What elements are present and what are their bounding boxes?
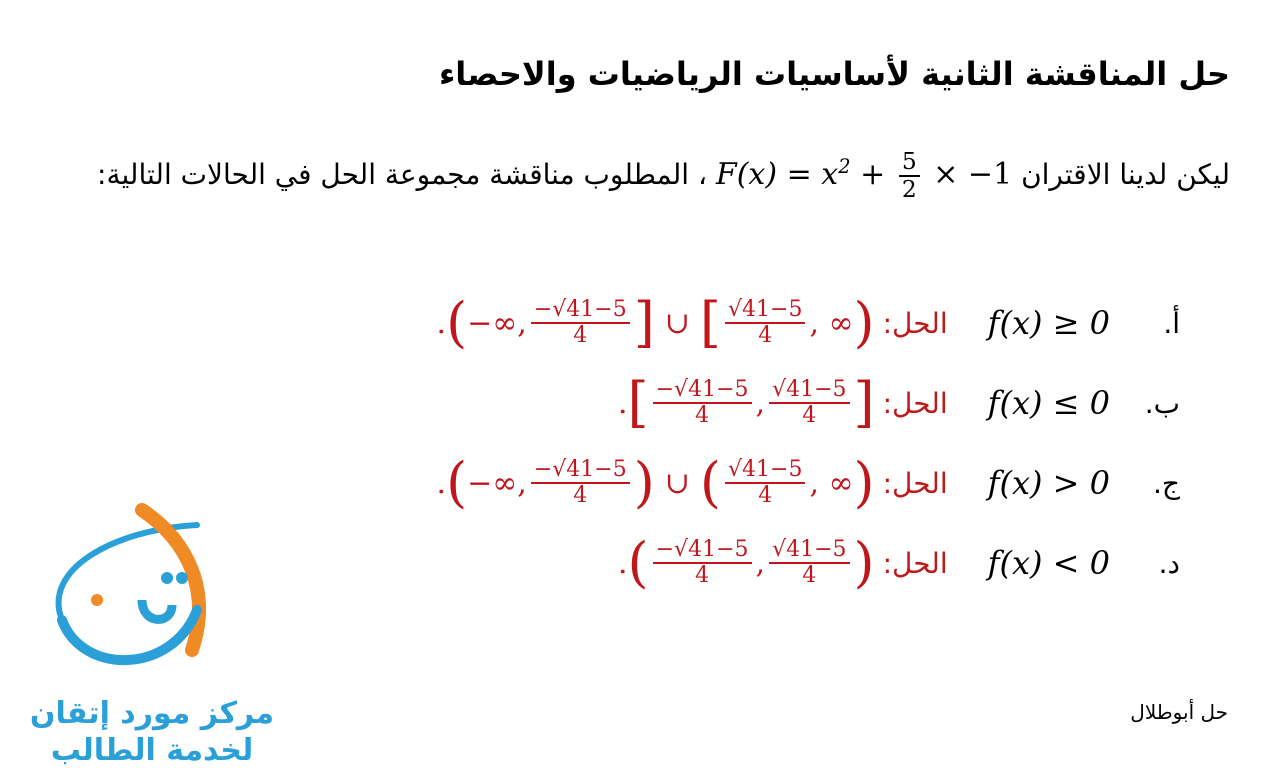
logo-text-line2: لخدمة الطالب [50, 733, 254, 768]
function-definition [716, 138, 1012, 204]
open-paren: ( [446, 291, 468, 354]
neg-root-fraction [653, 538, 752, 588]
solution-set [436, 291, 875, 354]
case-condition: f(x) < 0 [987, 544, 1110, 582]
logo-text-line1: مركز مورد إتقان [29, 696, 275, 731]
frac-numerator: √41−5 [725, 458, 805, 484]
case-label: د. [1158, 546, 1180, 580]
case-row-c [437, 443, 1180, 523]
close-paren: ) [633, 451, 655, 514]
open-paren: ( [699, 451, 721, 514]
frac-denominator: 4 [695, 403, 710, 428]
case-row-b [618, 363, 1180, 443]
solution-label: الحل: [882, 386, 948, 420]
logo-mark-icon [22, 500, 282, 690]
open-paren: ( [627, 531, 649, 594]
frac-numerator: −√41−5 [531, 458, 630, 484]
frac-denominator: 4 [573, 323, 588, 348]
close-paren: ) [853, 451, 875, 514]
pos-root-fraction [769, 378, 849, 428]
neg-root-fraction [531, 298, 630, 348]
comma: , [755, 545, 766, 581]
function-plus: + [850, 157, 895, 192]
close-paren: ) [853, 531, 875, 594]
case-row-d [618, 523, 1180, 603]
pos-infinity: , ∞ [809, 305, 854, 341]
intro-after: ، المطلوب مناقشة مجموعة الحل في الحالات التالية: [97, 158, 707, 191]
frac-numerator: −√41−5 [653, 538, 752, 564]
case-label: أ. [1163, 306, 1180, 340]
solution-set [618, 531, 875, 594]
function-tail: × −1 [923, 157, 1013, 192]
author-signature: حل أبوطلال [1130, 700, 1228, 724]
case-label: ب. [1144, 386, 1180, 420]
function-fraction [899, 149, 920, 202]
pos-infinity: , ∞ [809, 465, 854, 501]
intro-before: ليكن لدينا الاقتران [1021, 158, 1230, 191]
period: . [618, 545, 628, 581]
frac-numerator: −√41−5 [653, 378, 752, 404]
frac-denominator: 4 [802, 563, 817, 588]
frac-denominator: 4 [802, 403, 817, 428]
neg-infinity: −∞, [467, 465, 527, 501]
open-bracket: [ [627, 371, 649, 434]
case-row-a [437, 283, 1180, 363]
frac-denominator: 4 [758, 483, 773, 508]
open-bracket: [ [699, 291, 721, 354]
function-frac-num: 5 [899, 149, 920, 177]
comma: , [755, 385, 766, 421]
period: . [436, 465, 447, 501]
frac-numerator: √41−5 [769, 378, 849, 404]
solution-label: الحل: [882, 546, 948, 580]
solution-set [618, 371, 875, 434]
period: . [436, 305, 447, 341]
document-title: حل المناقشة الثانية لأساسيات الرياضيات والاحصاء [438, 55, 1230, 93]
solution-label: الحل: [882, 306, 948, 340]
case-condition: f(x) > 0 [987, 464, 1110, 502]
pos-root-fraction [769, 538, 849, 588]
union-symbol: ∪ [664, 305, 690, 341]
frac-denominator: 4 [695, 563, 710, 588]
neg-infinity: −∞, [467, 305, 527, 341]
period: . [618, 385, 628, 421]
itqan-logo [22, 500, 282, 770]
frac-numerator: √41−5 [725, 298, 805, 324]
union-symbol: ∪ [664, 465, 690, 501]
function-lhs: F(x) = x [715, 157, 839, 192]
open-paren: ( [446, 451, 468, 514]
close-paren: ) [853, 291, 875, 354]
frac-denominator: 4 [573, 483, 588, 508]
close-bracket: ] [853, 371, 875, 434]
problem-statement [58, 138, 1230, 204]
neg-root-fraction [531, 458, 630, 508]
close-bracket: ] [633, 291, 655, 354]
solution-set [436, 451, 875, 514]
solution-label: الحل: [882, 466, 948, 500]
case-condition: f(x) ≥ 0 [987, 304, 1110, 342]
frac-numerator: −√41−5 [531, 298, 630, 324]
frac-denominator: 4 [758, 323, 773, 348]
case-condition: f(x) ≤ 0 [987, 384, 1110, 422]
frac-numerator: √41−5 [769, 538, 849, 564]
neg-root-fraction [653, 378, 752, 428]
pos-root-fraction [725, 458, 805, 508]
function-frac-den: 2 [901, 175, 917, 203]
case-label: ج. [1153, 466, 1180, 500]
function-exponent: 2 [838, 155, 851, 178]
pos-root-fraction [725, 298, 805, 348]
